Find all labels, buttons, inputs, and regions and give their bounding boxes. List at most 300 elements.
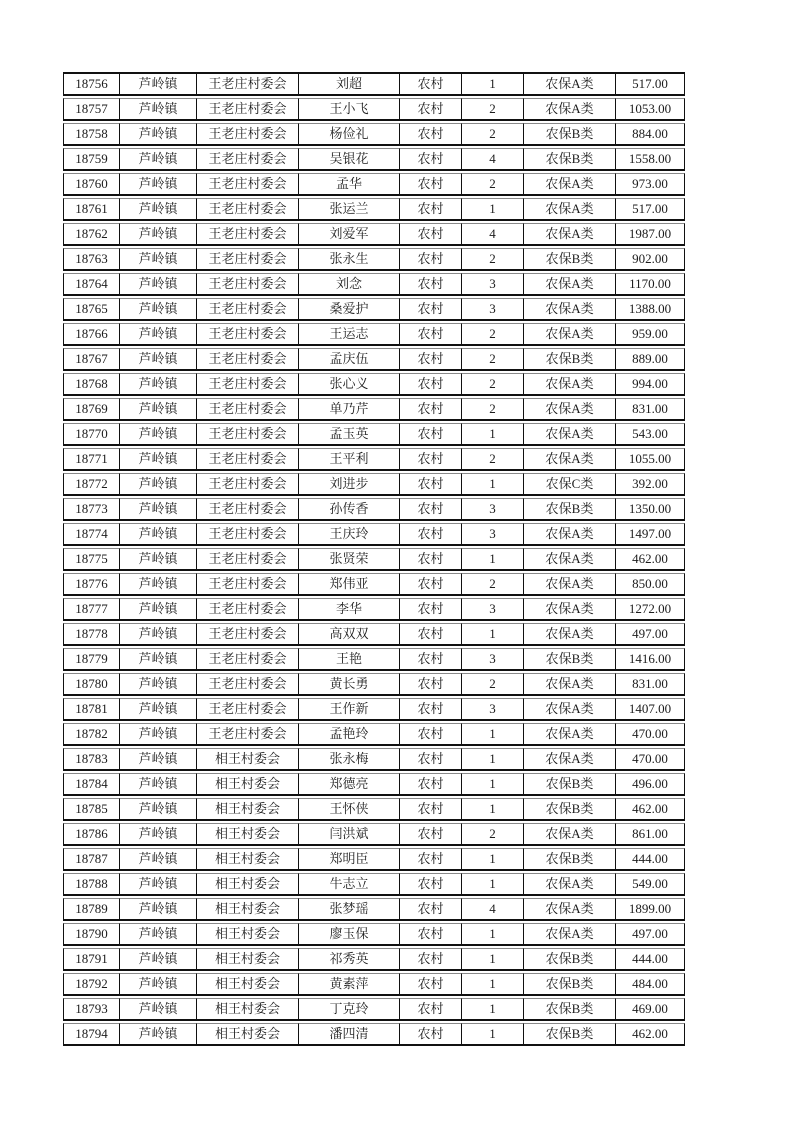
table-row <box>63 873 685 896</box>
person-name-cell: 牛志立 <box>299 873 400 896</box>
insurance-category-cell: 农保A类 <box>524 748 616 771</box>
residence-type-cell: 农村 <box>400 873 462 896</box>
village-committee-cell: 相王村委会 <box>197 848 299 871</box>
person-count-cell: 1 <box>462 548 524 571</box>
town-cell: 芦岭镇 <box>120 473 197 496</box>
village-committee-cell: 王老庄村委会 <box>197 98 299 121</box>
insurance-category-cell: 农保B类 <box>524 648 616 671</box>
amount-cell: 444.00 <box>616 848 685 871</box>
village-committee-cell: 相王村委会 <box>197 823 299 846</box>
village-committee-cell: 王老庄村委会 <box>197 323 299 346</box>
person-name-cell: 张梦瑶 <box>299 898 400 921</box>
person-name-cell: 孟华 <box>299 173 400 196</box>
village-committee-cell: 相王村委会 <box>197 948 299 971</box>
insurance-category-cell: 农保A类 <box>524 873 616 896</box>
amount-cell: 1170.00 <box>616 273 685 296</box>
table-row <box>63 1023 685 1046</box>
person-count-cell: 3 <box>462 598 524 621</box>
table-row <box>63 998 685 1021</box>
person-count-cell: 2 <box>462 573 524 596</box>
amount-cell: 496.00 <box>616 773 685 796</box>
table-row <box>63 723 685 746</box>
town-cell: 芦岭镇 <box>120 748 197 771</box>
village-committee-cell: 王老庄村委会 <box>197 248 299 271</box>
amount-cell: 470.00 <box>616 723 685 746</box>
village-committee-cell: 王老庄村委会 <box>197 72 299 96</box>
residence-type-cell: 农村 <box>400 598 462 621</box>
residence-type-cell: 农村 <box>400 223 462 246</box>
table-row <box>63 948 685 971</box>
serial-number-cell: 18760 <box>63 173 120 196</box>
amount-cell: 994.00 <box>616 373 685 396</box>
table-row <box>63 398 685 421</box>
person-name-cell: 刘爱军 <box>299 223 400 246</box>
town-cell: 芦岭镇 <box>120 548 197 571</box>
person-name-cell: 桑爱护 <box>299 298 400 321</box>
residence-type-cell: 农村 <box>400 123 462 146</box>
table-row <box>63 448 685 471</box>
insurance-category-cell: 农保A类 <box>524 98 616 121</box>
person-count-cell: 3 <box>462 648 524 671</box>
person-count-cell: 4 <box>462 898 524 921</box>
residence-type-cell: 农村 <box>400 673 462 696</box>
town-cell: 芦岭镇 <box>120 198 197 221</box>
village-committee-cell: 王老庄村委会 <box>197 548 299 571</box>
person-name-cell: 郑伟亚 <box>299 573 400 596</box>
person-name-cell: 王运志 <box>299 323 400 346</box>
serial-number-cell: 18762 <box>63 223 120 246</box>
person-count-cell: 2 <box>462 98 524 121</box>
person-name-cell: 黄素萍 <box>299 973 400 996</box>
person-name-cell: 王小飞 <box>299 98 400 121</box>
table-row <box>63 248 685 271</box>
town-cell: 芦岭镇 <box>120 323 197 346</box>
amount-cell: 444.00 <box>616 948 685 971</box>
residence-type-cell: 农村 <box>400 923 462 946</box>
insurance-category-cell: 农保B类 <box>524 948 616 971</box>
insurance-category-cell: 农保B类 <box>524 148 616 171</box>
amount-cell: 1388.00 <box>616 298 685 321</box>
town-cell: 芦岭镇 <box>120 1023 197 1046</box>
residence-type-cell: 农村 <box>400 723 462 746</box>
town-cell: 芦岭镇 <box>120 273 197 296</box>
person-name-cell: 张运兰 <box>299 198 400 221</box>
person-count-cell: 2 <box>462 373 524 396</box>
village-committee-cell: 王老庄村委会 <box>197 123 299 146</box>
residence-type-cell: 农村 <box>400 498 462 521</box>
insurance-category-cell: 农保B类 <box>524 798 616 821</box>
serial-number-cell: 18779 <box>63 648 120 671</box>
residence-type-cell: 农村 <box>400 973 462 996</box>
person-name-cell: 单乃芹 <box>299 398 400 421</box>
person-count-cell: 2 <box>462 673 524 696</box>
insurance-category-cell: 农保A类 <box>524 373 616 396</box>
person-name-cell: 丁克玲 <box>299 998 400 1021</box>
village-committee-cell: 王老庄村委会 <box>197 298 299 321</box>
serial-number-cell: 18784 <box>63 773 120 796</box>
person-name-cell: 潘四清 <box>299 1023 400 1046</box>
person-name-cell: 李华 <box>299 598 400 621</box>
insurance-category-cell: 农保A类 <box>524 398 616 421</box>
person-count-cell: 1 <box>462 998 524 1021</box>
town-cell: 芦岭镇 <box>120 398 197 421</box>
serial-number-cell: 18773 <box>63 498 120 521</box>
serial-number-cell: 18782 <box>63 723 120 746</box>
residence-type-cell: 农村 <box>400 298 462 321</box>
person-name-cell: 张永梅 <box>299 748 400 771</box>
amount-cell: 1407.00 <box>616 698 685 721</box>
insurance-category-cell: 农保A类 <box>524 72 616 96</box>
residence-type-cell: 农村 <box>400 573 462 596</box>
village-committee-cell: 王老庄村委会 <box>197 648 299 671</box>
table-row <box>63 373 685 396</box>
person-name-cell: 王艳 <box>299 648 400 671</box>
residence-type-cell: 农村 <box>400 98 462 121</box>
residence-type-cell: 农村 <box>400 173 462 196</box>
village-committee-cell: 王老庄村委会 <box>197 573 299 596</box>
serial-number-cell: 18781 <box>63 698 120 721</box>
amount-cell: 884.00 <box>616 123 685 146</box>
village-committee-cell: 王老庄村委会 <box>197 198 299 221</box>
village-committee-cell: 王老庄村委会 <box>197 448 299 471</box>
residence-type-cell: 农村 <box>400 348 462 371</box>
person-name-cell: 王作新 <box>299 698 400 721</box>
amount-cell: 1497.00 <box>616 523 685 546</box>
person-count-cell: 3 <box>462 698 524 721</box>
person-count-cell: 1 <box>462 973 524 996</box>
table-row <box>63 548 685 571</box>
serial-number-cell: 18789 <box>63 898 120 921</box>
person-name-cell: 高双双 <box>299 623 400 646</box>
person-name-cell: 王平利 <box>299 448 400 471</box>
table-row <box>63 598 685 621</box>
residence-type-cell: 农村 <box>400 773 462 796</box>
insurance-category-cell: 农保B类 <box>524 998 616 1021</box>
amount-cell: 959.00 <box>616 323 685 346</box>
person-count-cell: 1 <box>462 623 524 646</box>
village-committee-cell: 王老庄村委会 <box>197 148 299 171</box>
village-committee-cell: 相王村委会 <box>197 898 299 921</box>
person-count-cell: 1 <box>462 948 524 971</box>
amount-cell: 462.00 <box>616 1023 685 1046</box>
amount-cell: 497.00 <box>616 923 685 946</box>
village-committee-cell: 王老庄村委会 <box>197 398 299 421</box>
residence-type-cell: 农村 <box>400 523 462 546</box>
insurance-category-cell: 农保A类 <box>524 923 616 946</box>
town-cell: 芦岭镇 <box>120 498 197 521</box>
person-name-cell: 刘进步 <box>299 473 400 496</box>
residence-type-cell: 农村 <box>400 848 462 871</box>
insurance-category-cell: 农保B类 <box>524 773 616 796</box>
table-row <box>63 898 685 921</box>
serial-number-cell: 18783 <box>63 748 120 771</box>
serial-number-cell: 18770 <box>63 423 120 446</box>
insurance-category-cell: 农保B类 <box>524 123 616 146</box>
table-row <box>63 273 685 296</box>
town-cell: 芦岭镇 <box>120 573 197 596</box>
village-committee-cell: 相王村委会 <box>197 748 299 771</box>
table-row <box>63 148 685 171</box>
table-row <box>63 773 685 796</box>
table-row <box>63 673 685 696</box>
town-cell: 芦岭镇 <box>120 123 197 146</box>
town-cell: 芦岭镇 <box>120 798 197 821</box>
person-name-cell: 郑明臣 <box>299 848 400 871</box>
serial-number-cell: 18775 <box>63 548 120 571</box>
residence-type-cell: 农村 <box>400 648 462 671</box>
person-count-cell: 2 <box>462 323 524 346</box>
table-row <box>63 923 685 946</box>
serial-number-cell: 18767 <box>63 348 120 371</box>
amount-cell: 1350.00 <box>616 498 685 521</box>
person-count-cell: 4 <box>462 148 524 171</box>
residence-type-cell: 农村 <box>400 148 462 171</box>
insurance-category-cell: 农保A类 <box>524 698 616 721</box>
amount-cell: 889.00 <box>616 348 685 371</box>
village-committee-cell: 相王村委会 <box>197 798 299 821</box>
table-row <box>63 648 685 671</box>
town-cell: 芦岭镇 <box>120 423 197 446</box>
residence-type-cell: 农村 <box>400 323 462 346</box>
town-cell: 芦岭镇 <box>120 673 197 696</box>
insurance-category-cell: 农保A类 <box>524 198 616 221</box>
person-name-cell: 张贤荣 <box>299 548 400 571</box>
person-count-cell: 1 <box>462 1023 524 1046</box>
town-cell: 芦岭镇 <box>120 923 197 946</box>
town-cell: 芦岭镇 <box>120 373 197 396</box>
amount-cell: 831.00 <box>616 673 685 696</box>
person-count-cell: 3 <box>462 273 524 296</box>
person-count-cell: 1 <box>462 198 524 221</box>
person-count-cell: 1 <box>462 773 524 796</box>
town-cell: 芦岭镇 <box>120 223 197 246</box>
insurance-category-cell: 农保B类 <box>524 848 616 871</box>
insurance-category-cell: 农保B类 <box>524 348 616 371</box>
town-cell: 芦岭镇 <box>120 648 197 671</box>
table-row <box>63 98 685 121</box>
village-committee-cell: 相王村委会 <box>197 773 299 796</box>
insurance-category-cell: 农保A类 <box>524 598 616 621</box>
town-cell: 芦岭镇 <box>120 298 197 321</box>
serial-number-cell: 18777 <box>63 598 120 621</box>
serial-number-cell: 18764 <box>63 273 120 296</box>
amount-cell: 1987.00 <box>616 223 685 246</box>
town-cell: 芦岭镇 <box>120 72 197 96</box>
amount-cell: 902.00 <box>616 248 685 271</box>
amount-cell: 462.00 <box>616 798 685 821</box>
amount-cell: 469.00 <box>616 998 685 1021</box>
person-name-cell: 孟玉英 <box>299 423 400 446</box>
person-count-cell: 3 <box>462 523 524 546</box>
town-cell: 芦岭镇 <box>120 848 197 871</box>
person-count-cell: 3 <box>462 498 524 521</box>
table-row <box>63 348 685 371</box>
town-cell: 芦岭镇 <box>120 523 197 546</box>
person-name-cell: 刘念 <box>299 273 400 296</box>
person-count-cell: 2 <box>462 248 524 271</box>
town-cell: 芦岭镇 <box>120 948 197 971</box>
person-count-cell: 2 <box>462 398 524 421</box>
serial-number-cell: 18788 <box>63 873 120 896</box>
person-count-cell: 4 <box>462 223 524 246</box>
serial-number-cell: 18776 <box>63 573 120 596</box>
amount-cell: 1272.00 <box>616 598 685 621</box>
town-cell: 芦岭镇 <box>120 973 197 996</box>
person-count-cell: 3 <box>462 298 524 321</box>
person-count-cell: 1 <box>462 423 524 446</box>
town-cell: 芦岭镇 <box>120 98 197 121</box>
serial-number-cell: 18765 <box>63 298 120 321</box>
serial-number-cell: 18787 <box>63 848 120 871</box>
insurance-category-cell: 农保A类 <box>524 573 616 596</box>
residence-type-cell: 农村 <box>400 798 462 821</box>
amount-cell: 392.00 <box>616 473 685 496</box>
person-name-cell: 祁秀英 <box>299 948 400 971</box>
insurance-category-cell: 农保A类 <box>524 823 616 846</box>
amount-cell: 850.00 <box>616 573 685 596</box>
village-committee-cell: 王老庄村委会 <box>197 673 299 696</box>
amount-cell: 470.00 <box>616 748 685 771</box>
amount-cell: 1899.00 <box>616 898 685 921</box>
village-committee-cell: 王老庄村委会 <box>197 598 299 621</box>
insurance-category-cell: 农保A类 <box>524 323 616 346</box>
table-row <box>63 72 685 96</box>
person-name-cell: 孟庆伍 <box>299 348 400 371</box>
village-committee-cell: 王老庄村委会 <box>197 348 299 371</box>
insurance-category-cell: 农保A类 <box>524 523 616 546</box>
person-name-cell: 廖玉保 <box>299 923 400 946</box>
serial-number-cell: 18772 <box>63 473 120 496</box>
benefits-table <box>63 70 685 1048</box>
person-count-cell: 1 <box>462 723 524 746</box>
residence-type-cell: 农村 <box>400 948 462 971</box>
town-cell: 芦岭镇 <box>120 873 197 896</box>
person-name-cell: 王庆玲 <box>299 523 400 546</box>
insurance-category-cell: 农保C类 <box>524 473 616 496</box>
town-cell: 芦岭镇 <box>120 998 197 1021</box>
insurance-category-cell: 农保A类 <box>524 548 616 571</box>
village-committee-cell: 王老庄村委会 <box>197 723 299 746</box>
amount-cell: 517.00 <box>616 72 685 96</box>
insurance-category-cell: 农保A类 <box>524 273 616 296</box>
amount-cell: 1053.00 <box>616 98 685 121</box>
table-row <box>63 523 685 546</box>
serial-number-cell: 18756 <box>63 72 120 96</box>
serial-number-cell: 18771 <box>63 448 120 471</box>
residence-type-cell: 农村 <box>400 623 462 646</box>
table-row <box>63 223 685 246</box>
residence-type-cell: 农村 <box>400 748 462 771</box>
table-row <box>63 848 685 871</box>
person-count-cell: 1 <box>462 72 524 96</box>
insurance-category-cell: 农保B类 <box>524 1023 616 1046</box>
table-row <box>63 973 685 996</box>
residence-type-cell: 农村 <box>400 248 462 271</box>
village-committee-cell: 王老庄村委会 <box>197 423 299 446</box>
person-name-cell: 张永生 <box>299 248 400 271</box>
serial-number-cell: 18786 <box>63 823 120 846</box>
town-cell: 芦岭镇 <box>120 598 197 621</box>
village-committee-cell: 王老庄村委会 <box>197 223 299 246</box>
amount-cell: 497.00 <box>616 623 685 646</box>
residence-type-cell: 农村 <box>400 198 462 221</box>
serial-number-cell: 18766 <box>63 323 120 346</box>
person-name-cell: 黄长勇 <box>299 673 400 696</box>
village-committee-cell: 相王村委会 <box>197 873 299 896</box>
residence-type-cell: 农村 <box>400 473 462 496</box>
table-row <box>63 823 685 846</box>
town-cell: 芦岭镇 <box>120 623 197 646</box>
table-row <box>63 623 685 646</box>
amount-cell: 549.00 <box>616 873 685 896</box>
person-count-cell: 2 <box>462 448 524 471</box>
insurance-category-cell: 农保A类 <box>524 723 616 746</box>
village-committee-cell: 王老庄村委会 <box>197 173 299 196</box>
amount-cell: 831.00 <box>616 398 685 421</box>
village-committee-cell: 王老庄村委会 <box>197 373 299 396</box>
serial-number-cell: 18761 <box>63 198 120 221</box>
serial-number-cell: 18785 <box>63 798 120 821</box>
person-count-cell: 1 <box>462 873 524 896</box>
serial-number-cell: 18790 <box>63 923 120 946</box>
person-count-cell: 2 <box>462 823 524 846</box>
insurance-category-cell: 农保A类 <box>524 898 616 921</box>
village-committee-cell: 相王村委会 <box>197 923 299 946</box>
serial-number-cell: 18791 <box>63 948 120 971</box>
serial-number-cell: 18774 <box>63 523 120 546</box>
insurance-category-cell: 农保A类 <box>524 173 616 196</box>
table-body <box>63 72 685 1046</box>
insurance-category-cell: 农保A类 <box>524 623 616 646</box>
residence-type-cell: 农村 <box>400 698 462 721</box>
table-row <box>63 498 685 521</box>
insurance-category-cell: 农保B类 <box>524 973 616 996</box>
table-row <box>63 423 685 446</box>
village-committee-cell: 王老庄村委会 <box>197 623 299 646</box>
town-cell: 芦岭镇 <box>120 248 197 271</box>
insurance-category-cell: 农保A类 <box>524 423 616 446</box>
table-row <box>63 323 685 346</box>
town-cell: 芦岭镇 <box>120 898 197 921</box>
residence-type-cell: 农村 <box>400 72 462 96</box>
town-cell: 芦岭镇 <box>120 173 197 196</box>
table-row <box>63 473 685 496</box>
residence-type-cell: 农村 <box>400 273 462 296</box>
person-name-cell: 吴银花 <box>299 148 400 171</box>
serial-number-cell: 18768 <box>63 373 120 396</box>
person-name-cell: 郑德亮 <box>299 773 400 796</box>
table-row <box>63 698 685 721</box>
amount-cell: 973.00 <box>616 173 685 196</box>
table-row <box>63 123 685 146</box>
serial-number-cell: 18759 <box>63 148 120 171</box>
insurance-category-cell: 农保A类 <box>524 448 616 471</box>
town-cell: 芦岭镇 <box>120 773 197 796</box>
person-name-cell: 杨俭礼 <box>299 123 400 146</box>
residence-type-cell: 农村 <box>400 423 462 446</box>
person-count-cell: 2 <box>462 123 524 146</box>
person-count-cell: 1 <box>462 748 524 771</box>
residence-type-cell: 农村 <box>400 398 462 421</box>
serial-number-cell: 18763 <box>63 248 120 271</box>
person-count-cell: 1 <box>462 848 524 871</box>
person-name-cell: 张心义 <box>299 373 400 396</box>
person-count-cell: 2 <box>462 348 524 371</box>
town-cell: 芦岭镇 <box>120 723 197 746</box>
person-name-cell: 孟艳玲 <box>299 723 400 746</box>
person-count-cell: 1 <box>462 798 524 821</box>
insurance-category-cell: 农保B类 <box>524 248 616 271</box>
